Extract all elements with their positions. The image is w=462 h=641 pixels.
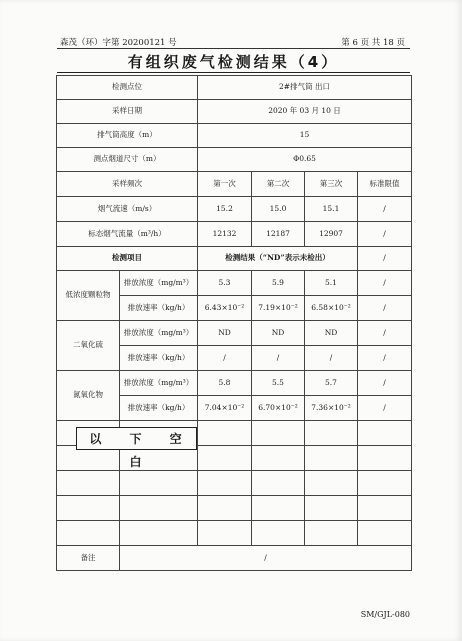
page-info: 第 6 页 共 18 页 [341, 38, 405, 48]
value-cell: ND [252, 321, 305, 346]
param-label: 排放速率（kg/h） [120, 346, 198, 371]
remark-row [57, 546, 412, 571]
value-cell: 5.1 [305, 271, 358, 296]
value-cell: 6.43×10⁻² [198, 296, 252, 321]
info-value: 2#排气筒 出口 [198, 76, 412, 100]
document-number: 森茂（环）字第 20200121 号 [60, 38, 177, 48]
value-cell: / [198, 346, 252, 371]
info-value: Φ0.65 [198, 148, 412, 172]
limit-cell: / [358, 346, 412, 371]
remark-value: / [120, 546, 412, 571]
info-label: 测点烟道尺寸（m） [57, 148, 198, 172]
form-code: SM/GJL-080 [360, 610, 410, 619]
param-label: 排放浓度（mg/m³） [120, 371, 198, 396]
pollutant-name: 二氧化硫 [57, 321, 120, 371]
pollutant-row [57, 271, 412, 296]
row-label: 烟气流速（m/s） [57, 197, 198, 222]
value-cell: 15.1 [305, 197, 358, 222]
value-cell: 5.7 [305, 371, 358, 396]
info-label: 检测点位 [57, 76, 198, 100]
title-rule [57, 72, 410, 73]
value-cell: 5.8 [198, 371, 252, 396]
results-table [56, 75, 412, 571]
limit-cell: / [358, 271, 412, 296]
value-cell: 5.3 [198, 271, 252, 296]
col-header-first: 第一次 [198, 172, 252, 197]
value-cell: ND [305, 321, 358, 346]
limit-cell: / [358, 197, 412, 222]
limit-cell: / [358, 396, 412, 421]
limit-cell: / [358, 296, 412, 321]
value-cell: 7.36×10⁻² [305, 396, 358, 421]
limit-cell: / [358, 247, 412, 271]
pollutant-name: 氮氧化物 [57, 371, 120, 421]
col-header-second: 第二次 [252, 172, 305, 197]
info-row-duct-size [57, 148, 412, 172]
param-label: 排放速率（kg/h） [120, 396, 198, 421]
limit-cell: / [358, 222, 412, 247]
col-header-frequency: 采样频次 [57, 172, 198, 197]
value-cell: 7.04×10⁻² [198, 396, 252, 421]
column-header-row [57, 172, 412, 197]
value-cell: 5.9 [252, 271, 305, 296]
info-label: 采样日期 [57, 100, 198, 124]
row-label: 标态烟气流量（m³/h） [57, 222, 198, 247]
col-header-third: 第三次 [305, 172, 358, 197]
value-cell: 15.0 [252, 197, 305, 222]
limit-cell: / [358, 371, 412, 396]
col-header-limit: 标准限值 [358, 172, 412, 197]
info-value: 2020 年 03 月 10 日 [198, 100, 412, 124]
pollutant-row [57, 321, 412, 346]
value-cell: 7.19×10⁻² [252, 296, 305, 321]
result-header-label: 检测项目 [57, 247, 198, 271]
header-rule [57, 48, 410, 49]
result-header-value: 检测结果（“ND”表示未检出） [198, 247, 358, 271]
info-row-date [57, 100, 412, 124]
value-cell: 12187 [252, 222, 305, 247]
value-cell: 5.5 [252, 371, 305, 396]
result-header-row [57, 247, 412, 271]
info-row-height [57, 124, 412, 148]
pollutant-name: 低浓度颗粒物 [57, 271, 120, 321]
value-cell: 15.2 [198, 197, 252, 222]
value-cell: / [252, 346, 305, 371]
param-label: 排放速率（kg/h） [120, 296, 198, 321]
value-cell: / [305, 346, 358, 371]
info-row-point [57, 76, 412, 100]
info-label: 排气筒高度（m） [57, 124, 198, 148]
value-cell: ND [198, 321, 252, 346]
value-cell: 12907 [305, 222, 358, 247]
value-cell: 12132 [198, 222, 252, 247]
remark-label: 备注 [57, 546, 120, 571]
page-title: 有组织废气检测结果（4） [127, 53, 340, 71]
value-cell: 6.58×10⁻² [305, 296, 358, 321]
flow-speed-row [57, 197, 412, 222]
limit-cell: / [358, 321, 412, 346]
param-label: 排放浓度（mg/m³） [120, 321, 198, 346]
value-cell: 6.70×10⁻² [252, 396, 305, 421]
blank-below-stamp: 以 下 空 白 [76, 427, 197, 450]
blank-row [57, 521, 412, 546]
blank-row [57, 471, 412, 496]
param-label: 排放浓度（mg/m³） [120, 271, 198, 296]
flow-volume-row [57, 222, 412, 247]
pollutant-row [57, 371, 412, 396]
blank-row [57, 496, 412, 521]
info-value: 15 [198, 124, 412, 148]
